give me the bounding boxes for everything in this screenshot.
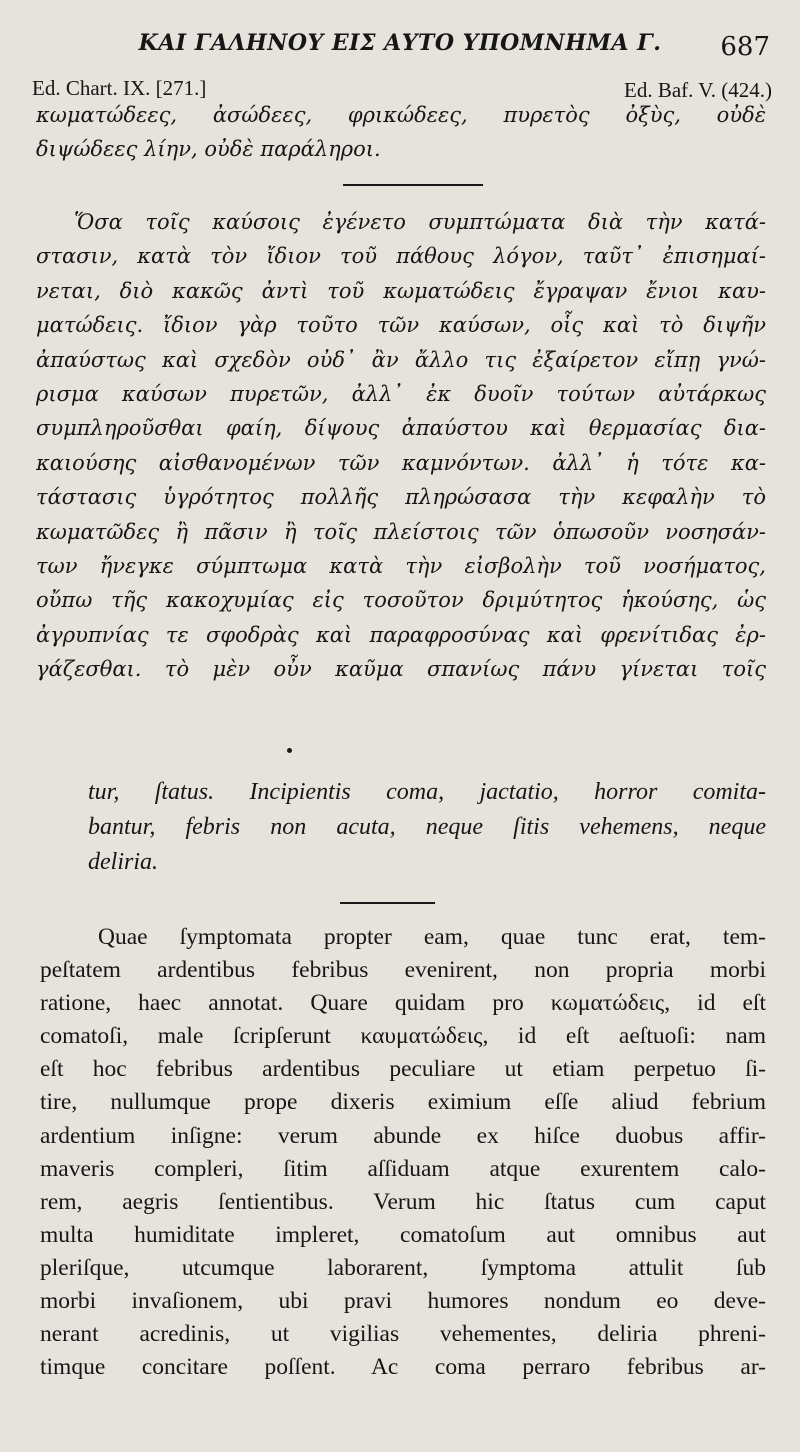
latin-translation-line: tur, ſtatus. Incipientis coma, jactatio, horror comita- xyxy=(88,779,766,805)
latin-commentary-line: ardentium inſigne: verum abunde ex hiſce duobus affir- xyxy=(40,1122,766,1149)
latin-commentary-line: morbi invaſionem, ubi pravi humores nondum eo deve- xyxy=(40,1288,766,1315)
latin-commentary-line: rem, aegris ſentientibus. Verum hic ſtatus cum caput xyxy=(40,1188,766,1215)
greek-commentary-line: των ἤνεγκε σύμπτωμα κατὰ τὴν εἰσβολὴν τοῦ νοσήματος, xyxy=(36,553,766,578)
latin-commentary-line: peſtatem ardentibus febribus evenirent, non propria morbi xyxy=(40,957,766,984)
greek-commentary-line: στασιν, κατὰ τὸν ἴδιον τοῦ πάθους λόγον, ταῦτ᾽ ἐπισημαί- xyxy=(36,244,766,269)
greek-commentary-line: καιούσης αἰσθανομένων τῶν καμνόντων. ἀλλ᾽ ἡ τότε κα- xyxy=(36,450,766,475)
section-divider xyxy=(340,902,435,904)
greek-aphorism xyxy=(36,98,766,167)
column-separator-dot xyxy=(287,748,292,753)
edition-reference-left: Ed. Chart. IX. [271.] xyxy=(32,76,207,100)
latin-commentary-line: maveris compleri, ſitim aſſiduam atque exurentem calo- xyxy=(40,1155,766,1182)
latin-commentary-line: eſt hoc febribus ardentibus peculiare ut etiam perpetuo ſi- xyxy=(40,1056,766,1083)
latin-commentary-line: ratione, haec annotat. Quare quidam pro κωματώδεις, id eſt xyxy=(40,990,766,1017)
greek-commentary-line: κωματῶδες ἢ πᾶσιν ἢ τοῖς πλείστοις τῶν ὁπωσοῦν νοσησάν- xyxy=(36,519,766,544)
greek-aphorism-line: κωματώδεες, ἀσώδεες, φρικώδεες, πυρετὸς ὀξὺς, οὐδὲ xyxy=(36,103,766,127)
greek-commentary-line: οὔπω τῆς κακοχυμίας εἰς τοσοῦτον δριμύτητος ἡκούσης, ὡς xyxy=(36,588,766,613)
latin-commentary-line: nerant acredinis, ut vigilias vehementes, deliria phreni- xyxy=(40,1321,766,1348)
greek-aphorism-line: διψώδεες λίην, οὐδὲ παράληροι. xyxy=(36,137,381,162)
latin-aphorism-translation xyxy=(88,775,766,880)
greek-commentary-line: συμπληροῦσθαι φαίη, δίψους ἀπαύστου καὶ θερμασίας δια- xyxy=(36,416,766,441)
latin-commentary xyxy=(40,921,766,1384)
section-divider xyxy=(343,184,483,186)
latin-commentary-line: Quae ſymptomata propter eam, quae tunc erat, tem- xyxy=(98,924,766,950)
greek-commentary-line: τάστασις ὑγρότητος πολλῆς πληρώσασα τὴν κεφαλὴν τὸ xyxy=(36,485,766,510)
greek-commentary-line: ρισμα καύσων πυρετῶν, ἀλλ᾽ ἐκ δυοῖν τούτων αὐτάρκως xyxy=(36,381,766,406)
greek-commentary-line: γάζεσθαι. τὸ μὲν οὖν καῦμα σπανίως πάνυ γίνεται τοῖς xyxy=(36,657,766,682)
greek-commentary-line: ἀπαύστως καὶ σχεδὸν οὐδ᾽ ἂν ἄλλο τις ἐξαίρετον εἴπῃ γνώ- xyxy=(36,347,766,372)
latin-commentary-line: comatoſi, male ſcripſerunt καυματώδεις, id eſt aeſtuoſi: nam xyxy=(40,1023,766,1050)
edition-reference-right: Ed. Baf. V. (424.) xyxy=(624,78,772,102)
latin-translation-line: bantur, febris non acuta, neque ſitis vehemens, neque xyxy=(88,814,766,840)
greek-commentary-line: Ὅσα τοῖς καύσοις ἐγένετο συμπτώματα διὰ τὴν κατά- xyxy=(74,210,766,234)
latin-commentary-line: tire, nullumque prope dixeris eximium eſſe aliud febrium xyxy=(40,1089,766,1116)
greek-commentary xyxy=(36,205,766,686)
latin-translation-line: deliria. xyxy=(88,849,158,875)
page-number: 687 xyxy=(720,32,770,62)
greek-commentary-line: νεται, διὸ κακῶς ἀντὶ τοῦ κωματώδεις ἔγραψαν ἔνιοι καυ- xyxy=(36,278,766,303)
latin-commentary-line: multa humiditate impleret, comatoſum aut omnibus aut xyxy=(40,1221,766,1248)
greek-commentary-line: ἀγρυπνίας τε σφοδρὰς καὶ παραφροσύνας καὶ φρενίτιδας ἐρ- xyxy=(36,622,766,647)
greek-commentary-line: ματώδεις. ἴδιον γὰρ τοῦτο τῶν καύσων, οἷς καὶ τὸ διψῆν xyxy=(36,313,766,338)
latin-commentary-line: timque concitare poſſent. Ac coma perraro febribus ar- xyxy=(40,1354,766,1381)
latin-commentary-line: pleriſque, utcumque laborarent, ſymptoma attulit ſub xyxy=(40,1254,766,1281)
running-title: ΚΑΙ ΓΑΛΗΝΟΥ ΕΙΣ ΑΥΤΟ ΥΠΟΜΝΗΜΑ Γ. xyxy=(138,30,662,56)
